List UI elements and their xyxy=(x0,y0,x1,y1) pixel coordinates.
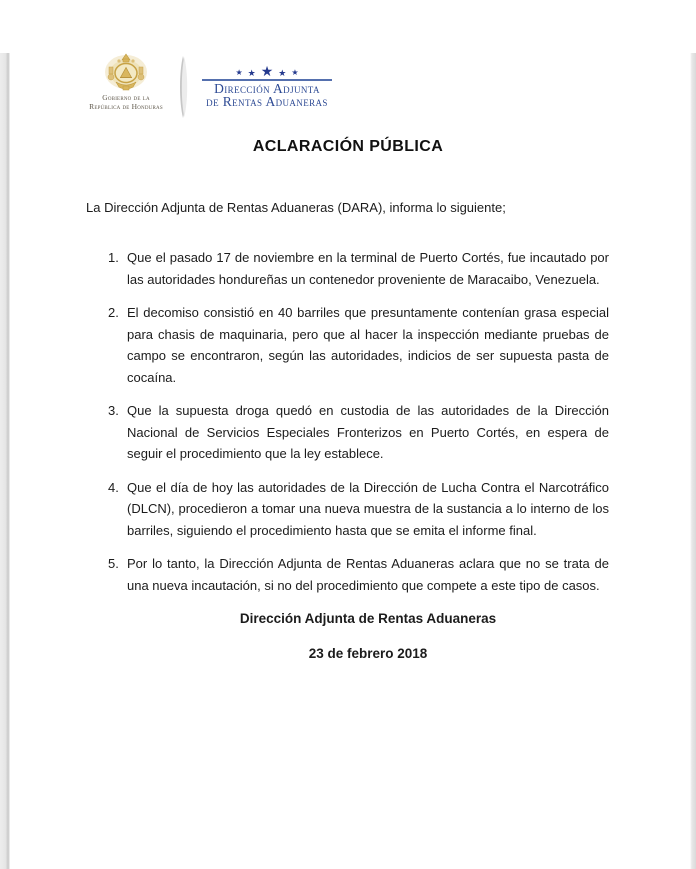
org-logo xyxy=(199,64,335,108)
org-name-line2: de Rentas Aduaneras xyxy=(206,93,328,109)
list-item-text: El decomiso consistió en 40 barriles que presuntamente contenían grasa especial para chasis de maquinaria, pero que al hacer la inspección mediante pruebas de campo se encontraron, según las autoridades, indicios de ser supuesta pasta de cocaína. xyxy=(127,305,609,385)
org-name-line1: Dirección Adjunta xyxy=(214,81,320,96)
document-body xyxy=(86,197,609,664)
list-item xyxy=(108,302,609,388)
gov-caption-line1: Gobierno de la xyxy=(102,93,150,102)
list-item-number: 1. xyxy=(108,250,119,265)
document-title: ACLARACIÓN PÚBLICA xyxy=(252,138,444,155)
date-line: 23 de febrero 2018 xyxy=(308,646,428,661)
page-right-edge xyxy=(690,53,696,869)
star-icon: ★ xyxy=(291,68,299,77)
list-item-number: 2. xyxy=(108,305,119,320)
page-left-edge xyxy=(0,53,10,869)
list-item-text: Que el día de hoy las autoridades de la Dirección de Lucha Contra el Narcotráfico (DLCN), procedieron a tomar una nueva muestra de la sustancia a lo interno de los barriles, siguiendo el procedimiento hasta que se emita el informe final. xyxy=(127,479,609,538)
honduras-coat-of-arms-icon xyxy=(86,53,166,93)
government-logo xyxy=(86,53,166,110)
star-icon: ★ xyxy=(278,68,287,78)
list-item-text: Por lo tanto, la Dirección Adjunta de Rentas Aduaneras aclara que no se trata de una nueva incautación, si no del procedimiento que compete a este tipo de casos. xyxy=(127,556,609,593)
signature-line: Dirección Adjunta de Rentas Aduaneras xyxy=(239,611,497,626)
list-item-number: 3. xyxy=(108,403,119,418)
list-item xyxy=(108,553,609,596)
document-page xyxy=(0,53,696,869)
document-footer xyxy=(127,608,609,664)
gov-caption-line2: República de Honduras xyxy=(89,101,163,111)
stars-row xyxy=(199,64,335,78)
star-icon: ★ xyxy=(235,68,243,77)
intro-paragraph: La Dirección Adjunta de Rentas Aduaneras (DARA), informa lo siguiente; xyxy=(86,200,506,215)
list-item-text: Que la supuesta droga quedó en custodia de las autoridades de la Dirección Nacional de Servicios Especiales Fronterizos en Puerto Cortés, en espera de seguir el procedimiento que la ley establece. xyxy=(127,403,609,461)
list-item xyxy=(108,247,609,290)
list-item-text: Que el pasado 17 de noviembre en la terminal de Puerto Cortés, fue incautado por las autoridades hondureñas un contenedor proveniente de Maracaibo, Venezuela. xyxy=(127,250,609,287)
list-item-number: 4. xyxy=(108,479,119,495)
list-item xyxy=(108,477,609,542)
numbered-list xyxy=(86,247,609,596)
letterhead xyxy=(86,53,696,117)
star-icon: ★ xyxy=(260,63,274,79)
list-item xyxy=(108,400,609,465)
list-item-number: 5. xyxy=(108,556,119,571)
curved-divider-icon xyxy=(177,56,190,123)
star-icon: ★ xyxy=(247,68,256,78)
